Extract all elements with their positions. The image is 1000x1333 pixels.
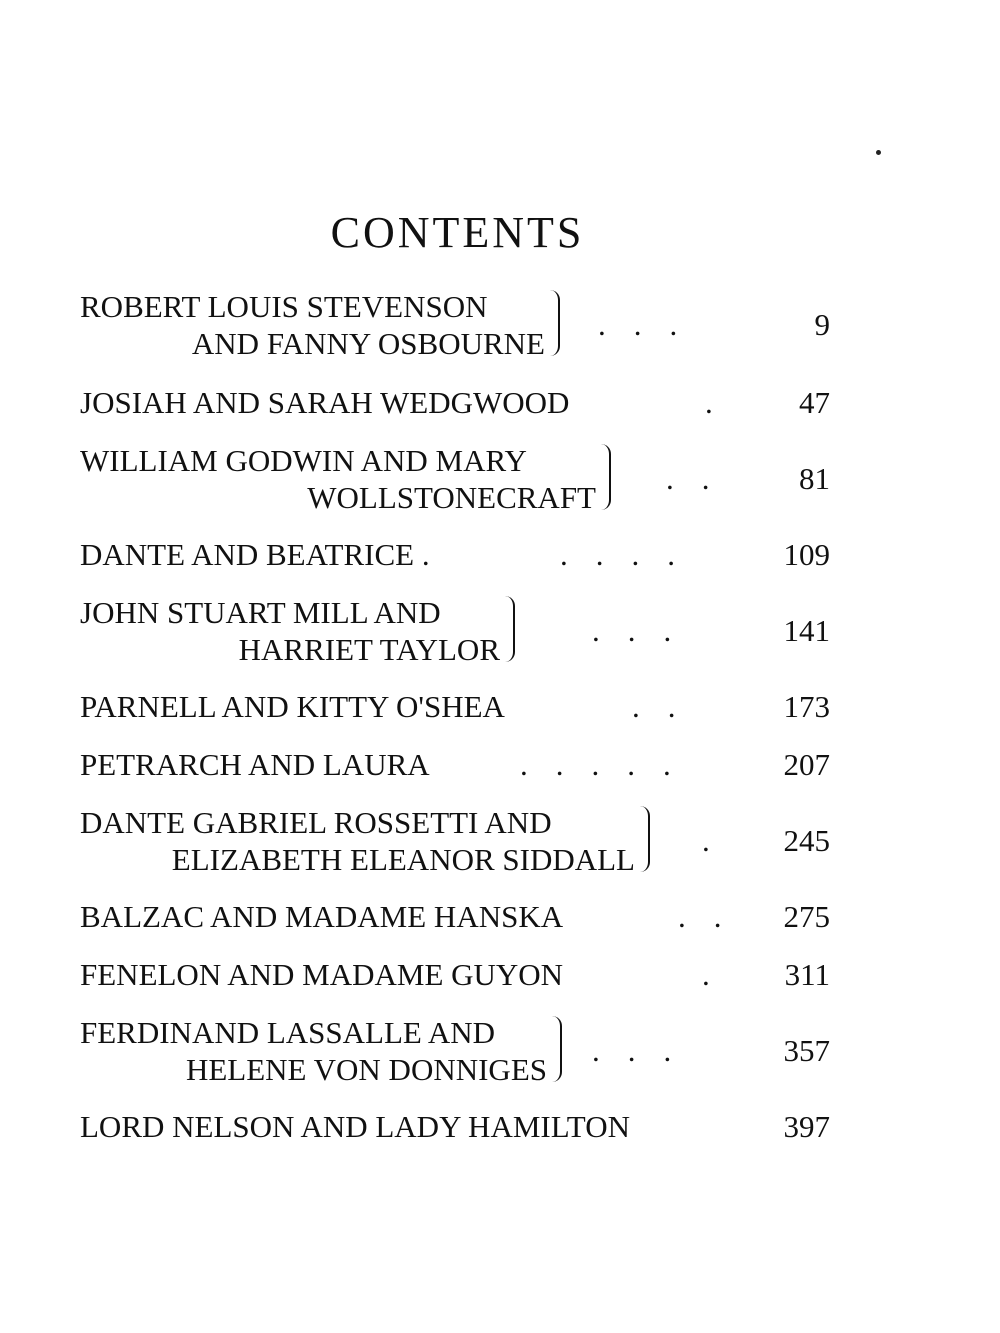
entry-line-1: JOHN STUART MILL AND (80, 595, 441, 630)
brace (640, 806, 650, 872)
entry-line-2: HARRIET TAYLOR (238, 632, 500, 667)
entry-line-2: WOLLSTONECRAFT (307, 480, 596, 515)
toc-entry-stevenson[interactable] (80, 288, 830, 362)
stray-dot (876, 150, 881, 155)
page-number: 9 (814, 307, 830, 342)
page-number: 81 (799, 461, 830, 496)
entry-line-1: JOSIAH AND SARAH WEDGWOOD (80, 385, 570, 420)
dot-leader: ..... (520, 747, 699, 782)
brace (505, 596, 515, 662)
toc-entry-lassalle[interactable] (80, 1014, 830, 1088)
page-number: 47 (799, 385, 830, 420)
toc-entry-parnell[interactable] (80, 688, 830, 725)
toc-entry-rossetti[interactable] (80, 804, 830, 878)
page-number: 357 (783, 1033, 830, 1068)
dot-leader: . (705, 385, 741, 420)
toc-entry-wedgwood[interactable] (80, 384, 830, 421)
entry-line-1: DANTE GABRIEL ROSSETTI AND (80, 805, 552, 840)
entry-line-1: DANTE AND BEATRICE . (80, 537, 430, 572)
entry-line-2: HELENE VON DONNIGES (185, 1052, 547, 1087)
dot-leader: .. (666, 461, 738, 496)
toc-entry-dante-beatrice[interactable] (80, 536, 830, 573)
toc-entry-nelson[interactable] (80, 1108, 830, 1145)
entry-line-1: BALZAC AND MADAME HANSKA (80, 899, 564, 934)
page-number: 207 (783, 747, 830, 782)
entry-line-1: FENELON AND MADAME GUYON (80, 957, 564, 992)
toc-entry-balzac[interactable] (80, 898, 830, 935)
page-title: CONTENTS (330, 208, 585, 258)
dot-leader: ... (592, 613, 700, 648)
dot-leader: .... (560, 537, 703, 572)
page-number: 141 (783, 613, 830, 648)
entry-line-1: FERDINAND LASSALLE AND (80, 1015, 496, 1050)
page-number: 109 (783, 537, 830, 572)
entry-line-2: AND FANNY OSBOURNE (191, 326, 545, 361)
page-number: 245 (783, 823, 830, 858)
page-number: 275 (783, 899, 830, 934)
toc-entry-fenelon[interactable] (80, 956, 830, 993)
toc-entry-petrarch[interactable] (80, 746, 830, 783)
brace (601, 444, 611, 510)
brace (550, 290, 560, 356)
entry-line-1: PETRARCH AND LAURA (80, 747, 430, 782)
dot-leader: ... (592, 1033, 700, 1068)
page-number: 173 (783, 689, 830, 724)
entry-line-1: WILLIAM GODWIN AND MARY (80, 443, 527, 478)
toc-entry-mill[interactable] (80, 594, 830, 668)
entry-line-1: ROBERT LOUIS STEVENSON (80, 289, 488, 324)
dot-leader: . (702, 957, 738, 992)
entry-line-2: ELIZABETH ELEANOR SIDDALL (171, 842, 635, 877)
page-number: 311 (784, 957, 830, 992)
entry-line-1: LORD NELSON AND LADY HAMILTON (80, 1109, 630, 1144)
dot-leader: .. (678, 899, 750, 934)
entry-line-1: PARNELL AND KITTY O'SHEA (80, 689, 505, 724)
toc-entry-godwin[interactable] (80, 442, 830, 516)
dot-leader: . (702, 823, 738, 858)
dot-leader: ... (598, 307, 706, 342)
page-number: 397 (783, 1109, 830, 1144)
brace (552, 1016, 562, 1082)
dot-leader: .. (632, 689, 704, 724)
